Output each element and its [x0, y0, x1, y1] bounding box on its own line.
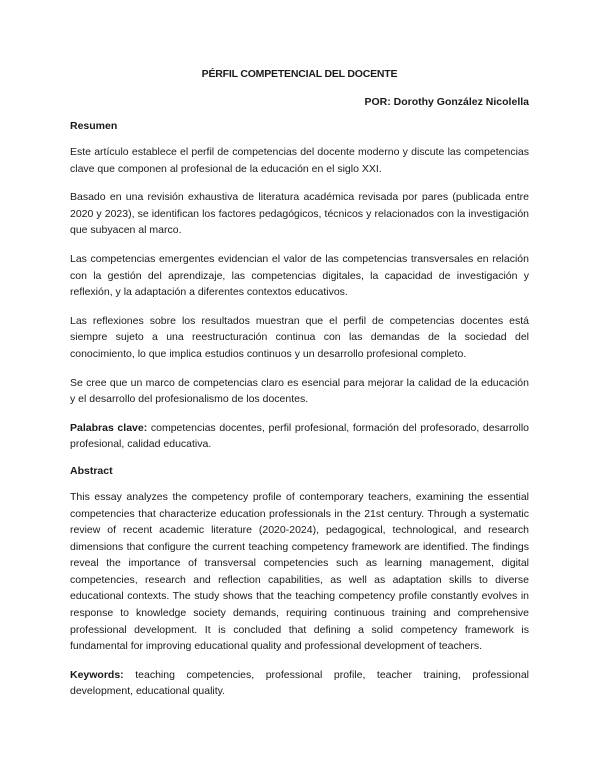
resumen-heading: Resumen	[70, 120, 118, 132]
abstract-heading: Abstract	[70, 464, 113, 477]
abstract-paragraph: This essay analyzes the competency profile of contemporary teachers, examining the essential competencies that characterize education professionals in the 21st century. Through a systematic review of recent academic literature (2020-2024), pedagogical, technological, and research dimensions that configure the current teaching competency framework are identified. The findings reveal the importance of transversal competencies such as learning management, digital competencies, research and reflection capabilities, as well as adaptation skills to diverse educational contexts. The study shows that the teaching competency profile constantly evolves in response to knowledge society demands, requiring continuous training and comprehensive professional development. It is concluded that defining a solid competency framework is fundamental for improving educational quality and professional development of teachers.	[70, 490, 529, 653]
resumen-paragraph: Las competencias emergentes evidencian el valor de las competencias transversales en relación con la gestión del aprendizaje, las competencias digitales, la capacidad de investigación y reflexión, y la adaptación a diferentes contextos educativos.	[70, 252, 529, 299]
document-body	[70, 120, 529, 712]
resumen-paragraph: Basado en una revisión exhaustiva de literatura académica revisada por pares (publicada entre 2020 y 2023), se identifican los factores pedagógicos, técnicos y relacionados con la investigación que subyacen al marco.	[70, 191, 529, 237]
keywords	[70, 667, 529, 700]
palabras-clave-label: Palabras clave:	[70, 421, 148, 434]
resumen-paragraph: Las reflexiones sobre los resultados muestran que el perfil de competencias docentes está siempre sujeto a una reestructuración continua con las demandas de la sociedad del conocimiento, lo que implica estudios continuos y un desarrollo profesional completo.	[70, 314, 529, 360]
resumen-paragraph: Se cree que un marco de competencias claro es esencial para mejorar la calidad de la educación y el desarrollo del profesionalismo de los docentes.	[70, 376, 529, 406]
resumen-paragraph: Este artículo establece el perfil de competencias del docente moderno y discute las competencias clave que componen al profesional de la educación en el siglo XXI.	[70, 146, 529, 175]
document-title: PÉRFIL COMPETENCIAL DEL DOCENTE	[201, 68, 398, 80]
keywords-label: Keywords:	[70, 668, 124, 681]
author-line: POR: Dorothy González Nicolella	[364, 96, 529, 108]
keywords-text: teaching competencies, professional profile, teacher training, professional development, educational quality.	[70, 668, 529, 698]
palabras-clave	[70, 420, 529, 453]
palabras-clave-text: competencias docentes, perfil profesional, formación del profesorado, desarrollo profesional, calidad educativa.	[70, 421, 530, 451]
